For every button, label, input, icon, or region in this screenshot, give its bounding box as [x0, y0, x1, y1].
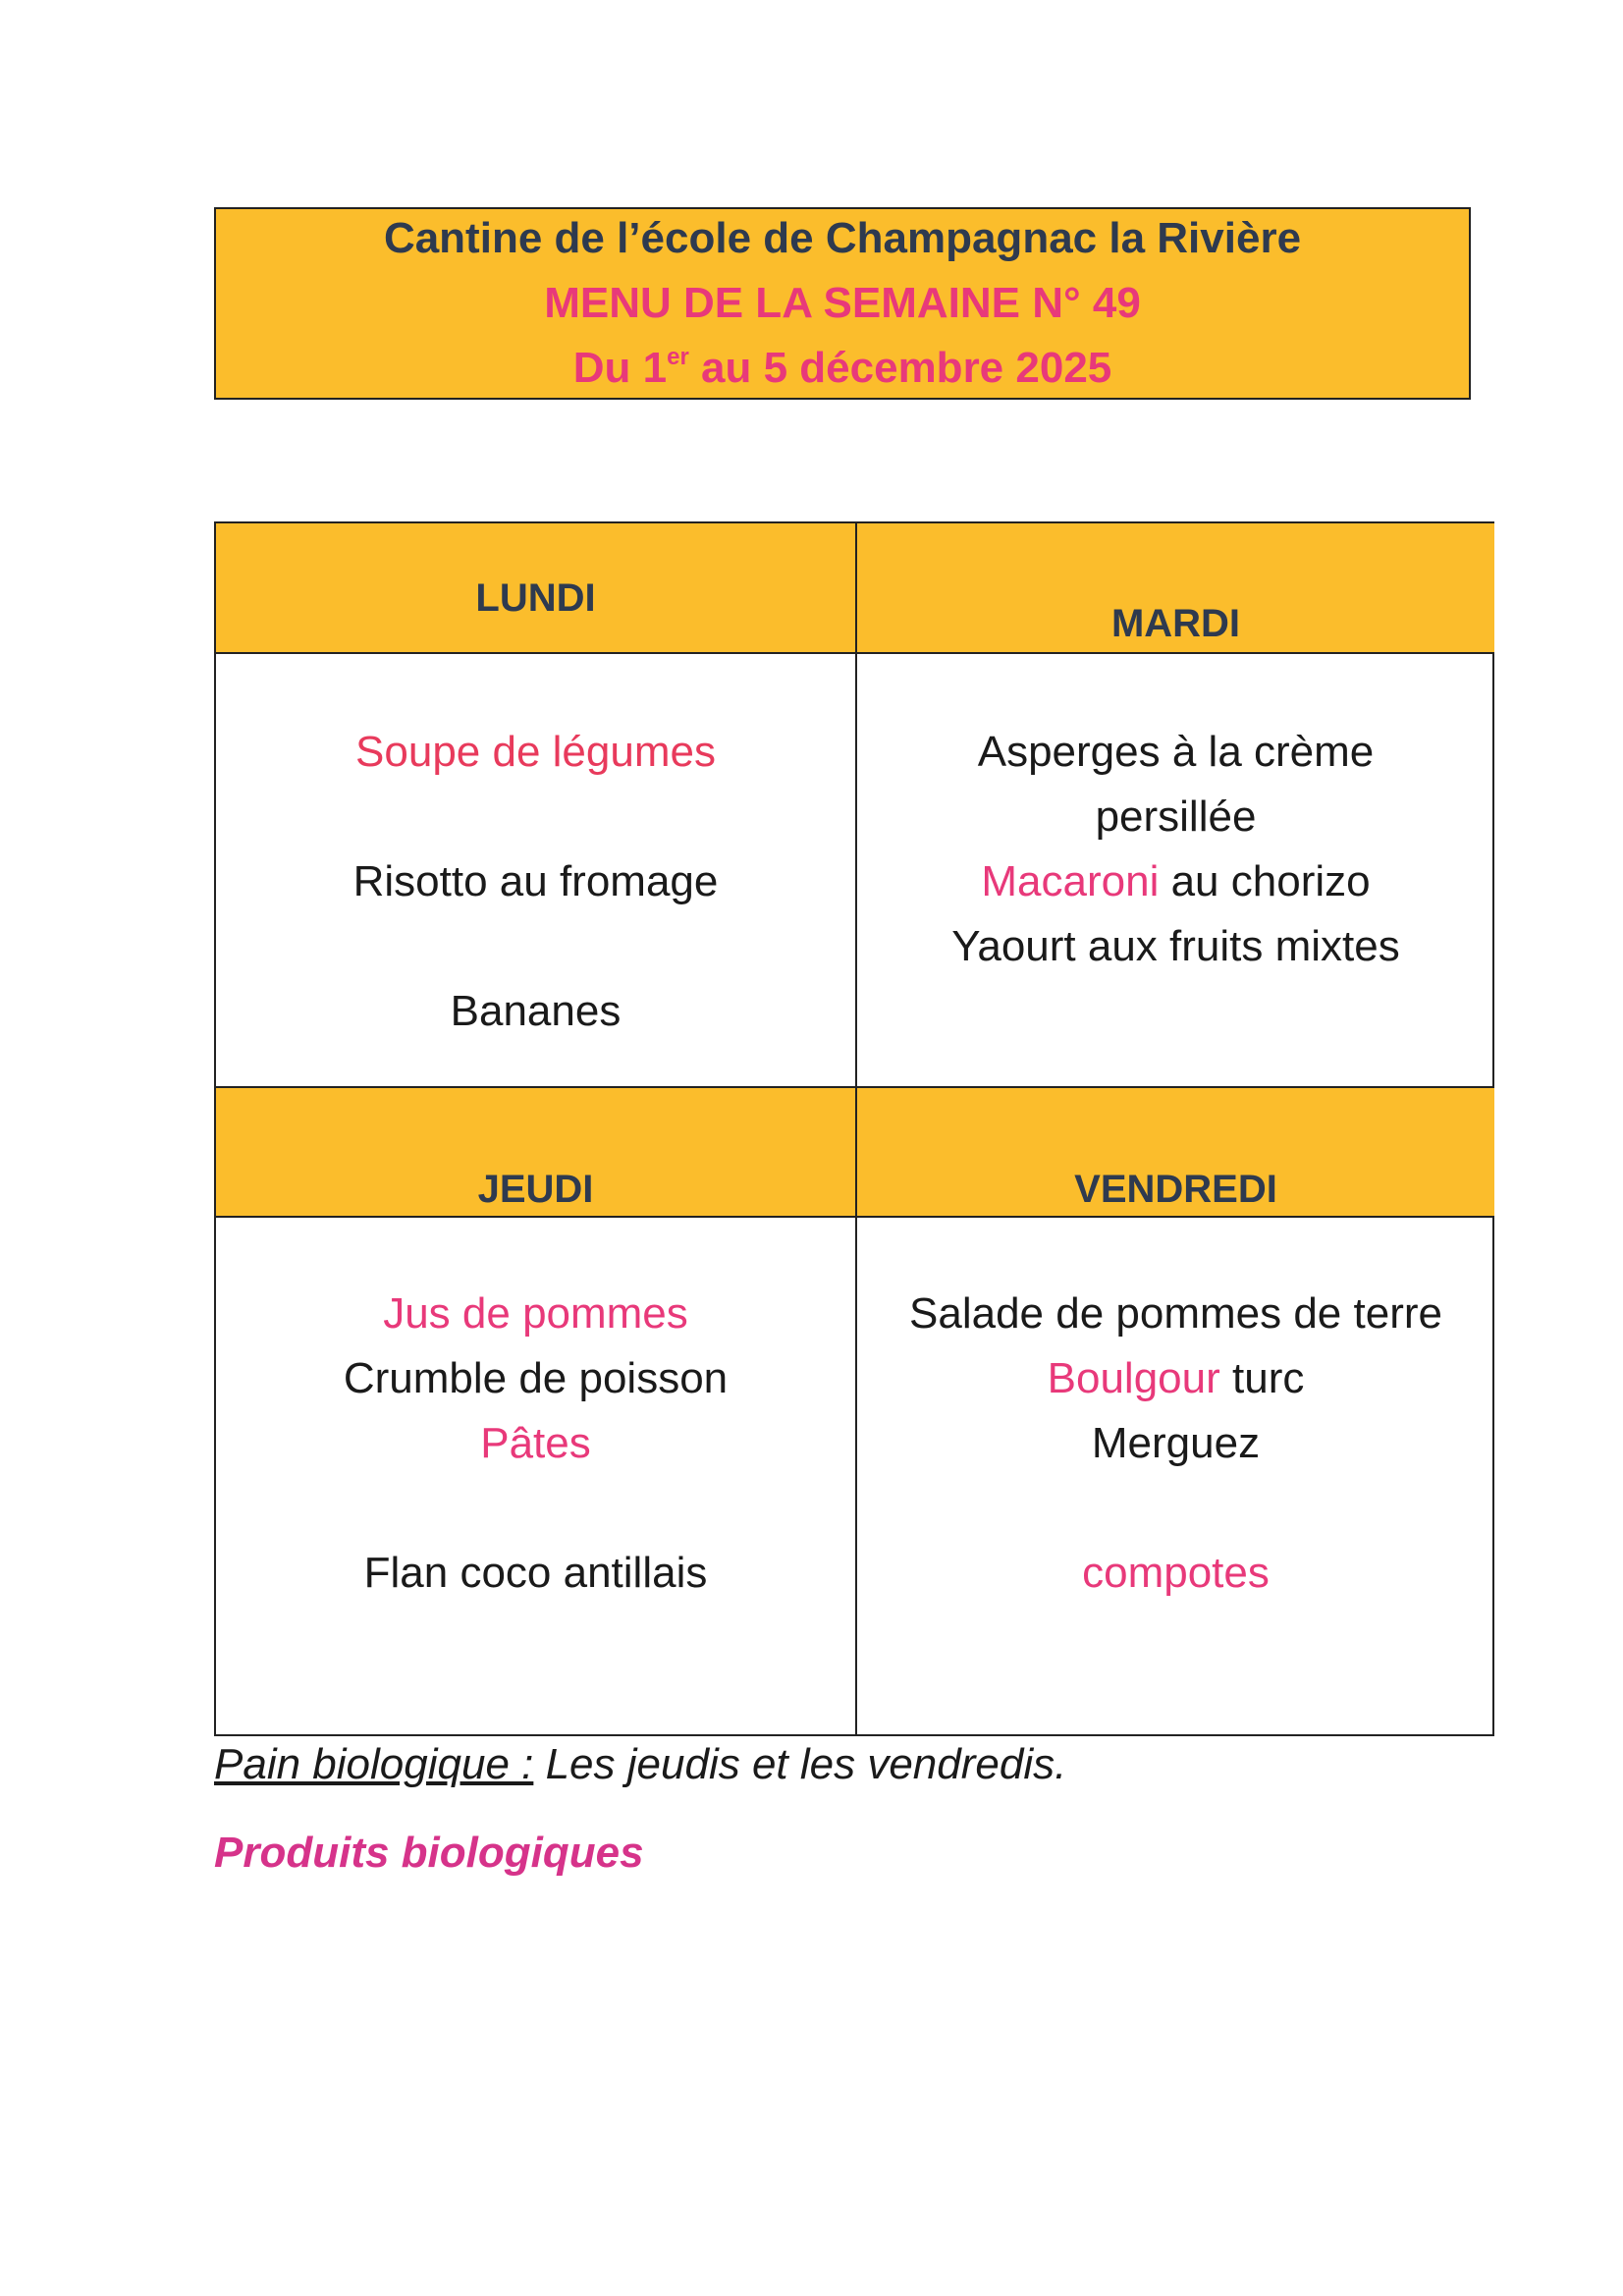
day-label-tuesday: MARDI	[1110, 602, 1241, 645]
menu-item: Crumble de poisson	[343, 1354, 729, 1402]
menu-item: Yaourt aux fruits mixtes	[951, 922, 1400, 970]
week-number: MENU DE LA SEMAINE N° 49	[544, 279, 1141, 327]
menu-item: persillée	[1095, 793, 1257, 841]
bio-legend: Produits biologiques	[214, 1829, 644, 1877]
title-box	[214, 207, 1471, 400]
spacer	[857, 1476, 1494, 1541]
menu-item: Pâtes	[480, 1419, 591, 1467]
menu-item: Flan coco antillais	[363, 1549, 708, 1597]
menu-item: Soupe de légumes	[355, 728, 716, 776]
bread-note	[214, 1740, 1066, 1789]
menu-friday	[857, 1282, 1494, 1606]
menu-table	[214, 521, 1494, 1736]
day-label-friday: VENDREDI	[1074, 1168, 1277, 1211]
menu-item: Asperges à la crème	[977, 728, 1375, 776]
menu-item: Bananes	[450, 987, 622, 1035]
menu-item	[857, 1346, 1494, 1411]
bread-text: Les jeudis et les vendredis.	[533, 1740, 1067, 1788]
header-thursday	[216, 1088, 855, 1218]
spacer	[216, 785, 855, 849]
header-friday	[857, 1088, 1494, 1218]
header-tuesday	[857, 523, 1494, 654]
menu-tuesday	[857, 720, 1494, 979]
spacer	[216, 914, 855, 979]
bio-item: Macaroni	[981, 857, 1160, 905]
menu-item	[857, 849, 1494, 914]
item-rest: turc	[1219, 1354, 1305, 1402]
menu-item: Salade de pommes de terre	[909, 1289, 1442, 1338]
menu-item: Risotto au fromage	[352, 857, 719, 905]
day-label-monday: LUNDI	[475, 576, 596, 620]
date-start: Du 1	[572, 344, 668, 392]
menu-item: compotes	[1082, 1549, 1270, 1597]
bread-label: Pain biologique :	[214, 1740, 534, 1788]
menu-monday	[216, 720, 855, 1044]
menu-item: Merguez	[1091, 1419, 1261, 1467]
bio-item: Boulgour	[1047, 1354, 1220, 1402]
date-end: au 5 décembre 2025	[688, 344, 1112, 392]
date-superscript: er	[667, 344, 689, 370]
date-range	[573, 336, 1112, 401]
menu-thursday	[216, 1282, 855, 1606]
menu-item: Jus de pommes	[383, 1289, 688, 1338]
item-rest: au chorizo	[1159, 857, 1371, 905]
day-label-thursday: JEUDI	[477, 1168, 594, 1211]
spacer	[216, 1476, 855, 1541]
header-monday	[216, 523, 855, 654]
row-divider	[216, 1086, 1492, 1088]
school-name: Cantine de l’école de Champagnac la Rivière	[383, 214, 1302, 262]
